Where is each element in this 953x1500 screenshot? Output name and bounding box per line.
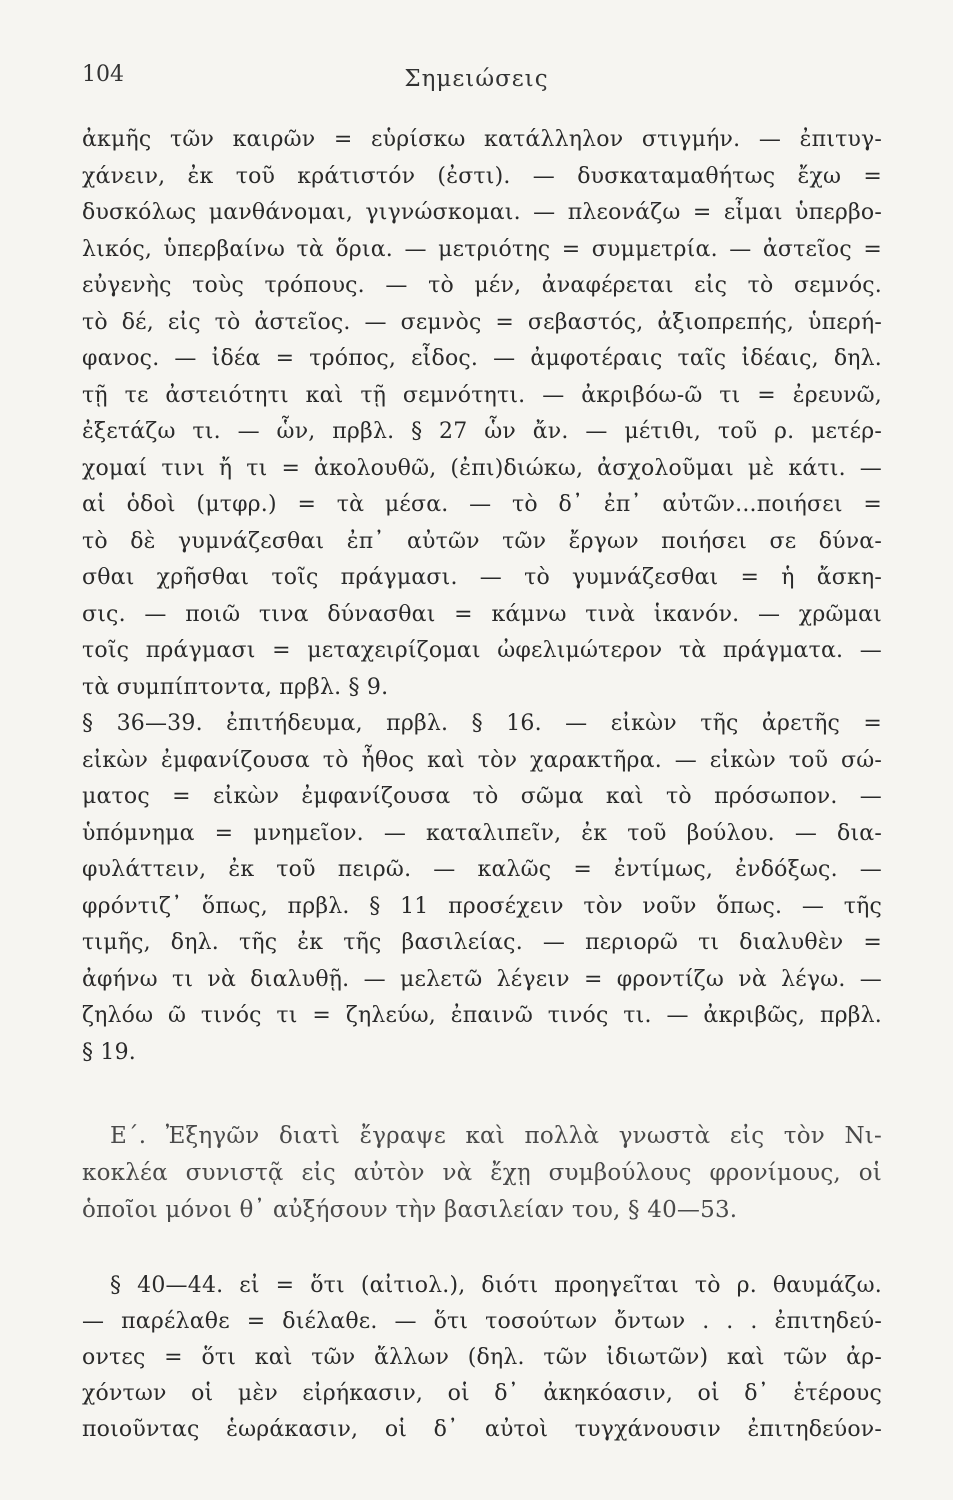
text-line: — παρέλαθε = διέλαθε. — ὅτι τοσούτων ὄντων . . . ἐπιτηδεύ- bbox=[82, 1309, 882, 1334]
text-line: ἐξετάζω τι. — ὧν, πρβλ. § 27 ὧν ἄν. — μέτιθι, τοῦ ρ. μετέρ- bbox=[82, 419, 882, 444]
page-header bbox=[82, 62, 871, 102]
text-line: § 19. bbox=[82, 1039, 136, 1065]
text-line: τῇ τε ἀστειότητι καὶ τῇ σεμνότητι. — ἀκριβόω-ῶ τι = ἐρευνῶ, bbox=[82, 382, 882, 408]
text-line: κοκλέα συνιστᾷ εἰς αὐτὸν νὰ ἔχῃ συμβούλους φρονίμους, οἱ bbox=[82, 1160, 882, 1186]
text-line: § 40—44. εἰ = ὅτι (αἰτιολ.), διότι προηγεῖται τὸ ρ. θαυμάζω. bbox=[110, 1273, 882, 1298]
text-line: χόντων οἱ μὲν εἰρήκασιν, οἱ δ᾽ ἀκηκόασιν, οἱ δ᾽ ἑτέρους bbox=[82, 1381, 882, 1406]
section-40-notes bbox=[82, 1268, 882, 1448]
page-number: 104 bbox=[82, 62, 124, 87]
text-line: ποιοῦντας ἑωράκασιν, οἱ δ᾽ αὐτοὶ τυγχάνουσιν ἐπιτηδεύον- bbox=[82, 1417, 882, 1442]
text-line: χάνειν, ἐκ τοῦ κράτιστόν (ἐστι). — δυσκαταμαθήτως ἔχω = bbox=[82, 163, 882, 189]
text-line: σθαι χρῆσθαι τοῖς πράγμασι. — τὸ γυμνάζεσθαι = ἡ ἄσκη- bbox=[82, 565, 882, 590]
text-line: οντες = ὅτι καὶ τῶν ἄλλων (δηλ. τῶν ἰδιωτῶν) καὶ τῶν ἀρ- bbox=[82, 1345, 882, 1370]
text-line: εὐγενὴς τοὺς τρόπους. — τὸ μέν, ἀναφέρεται εἰς τὸ σεμνός. bbox=[82, 273, 882, 298]
text-line: εἰκὼν ἐμφανίζουσα τὸ ἦθος καὶ τὸν χαρακτῆρα. — εἰκὼν τοῦ σώ- bbox=[82, 747, 882, 773]
notes-block bbox=[82, 122, 882, 1071]
text-line: λικός, ὑπερβαίνω τὰ ὅρια. — μετριότης = συμμετρία. — ἀστεῖος = bbox=[82, 236, 882, 262]
text-line: φανος. — ἰδέα = τρόπος, εἶδος. — ἀμφοτέραις ταῖς ἰδέαις, δηλ. bbox=[82, 346, 882, 371]
text-line: φρόντιζ᾽ ὅπως, πρβλ. § 11 προσέχειν τὸν νοῦν ὅπως. — τῆς bbox=[82, 893, 882, 919]
text-line: ματος = εἰκὼν ἐμφανίζουσα τὸ σῶμα καὶ τὸ πρόσωπον. — bbox=[82, 784, 882, 809]
text-line: αἱ ὁδοὶ (μτφρ.) = τὰ μέσα. — τὸ δ᾽ ἐπ᾽ αὐτῶν...ποιήσει = bbox=[82, 492, 882, 517]
section-e-summary bbox=[82, 1118, 882, 1229]
text-line: φυλάττειν, ἐκ τοῦ πειρῶ. — καλῶς = ἐντίμως, ἐνδόξως. — bbox=[82, 857, 882, 882]
text-line: σις. — ποιῶ τινα δύνασθαι = κάμνω τινὰ ἱκανόν. — χρῶμαι bbox=[82, 601, 882, 627]
text-line: τιμῆς, δηλ. τῆς ἐκ τῆς βασιλείας. — περιορῶ τι διαλυθὲν = bbox=[82, 930, 882, 955]
text-line: τὸ δὲ γυμνάζεσθαι ἐπ᾽ αὐτῶν τῶν ἔργων ποιήσει σε δύνα- bbox=[82, 528, 882, 554]
text-line: Ε΄. Ἐξηγῶν διατὶ ἔγραψε καὶ πολλὰ γνωστὰ εἰς τὸν Νι- bbox=[110, 1123, 882, 1149]
text-line: ἀκμῆς τῶν καιρῶν = εὑρίσκω κατάλληλον στιγμήν. — ἐπιτυγ- bbox=[82, 127, 882, 152]
text-line: δυσκόλως μανθάνομαι, γιγνώσκομαι. — πλεονάζω = εἶμαι ὑπερβο- bbox=[82, 200, 882, 225]
text-line: τοῖς πράγμασι = μεταχειρίζομαι ὠφελιμώτερον τὰ πράγματα. — bbox=[82, 638, 882, 663]
text-line: τὰ συμπίπτοντα, πρβλ. § 9. bbox=[82, 674, 389, 700]
running-title: Σημειώσεις bbox=[404, 66, 549, 92]
text-line: ζηλόω ῶ τινός τι = ζηλεύω, ἐπαινῶ τινός τι. — ἀκριβῶς, πρβλ. bbox=[82, 1003, 882, 1028]
text-line: ὑπόμνημα = μνημεῖον. — καταλιπεῖν, ἐκ τοῦ βούλου. — δια- bbox=[82, 820, 882, 846]
text-line: ἀφήνω τι νὰ διαλυθῇ. — μελετῶ λέγειν = φροντίζω νὰ λέγω. — bbox=[82, 966, 882, 992]
text-line: ὁποῖοι μόνοι θ᾽ αὐξήσουν τὴν βασιλείαν του, § 40—53. bbox=[82, 1197, 738, 1223]
text-line: τὸ δέ, εἰς τὸ ἀστεῖος. — σεμνὸς = σεβαστός, ἀξιοπρεπής, ὑπερή- bbox=[82, 309, 882, 335]
text-line: § 36—39. ἐπιτήδευμα, πρβλ. § 16. — εἰκὼν τῆς ἀρετῆς = bbox=[82, 711, 882, 736]
text-line: χομαί τινι ἤ τι = ἀκολουθῶ, (ἐπι)διώκω, ἀσχολοῦμαι μὲ κάτι. — bbox=[82, 455, 882, 481]
